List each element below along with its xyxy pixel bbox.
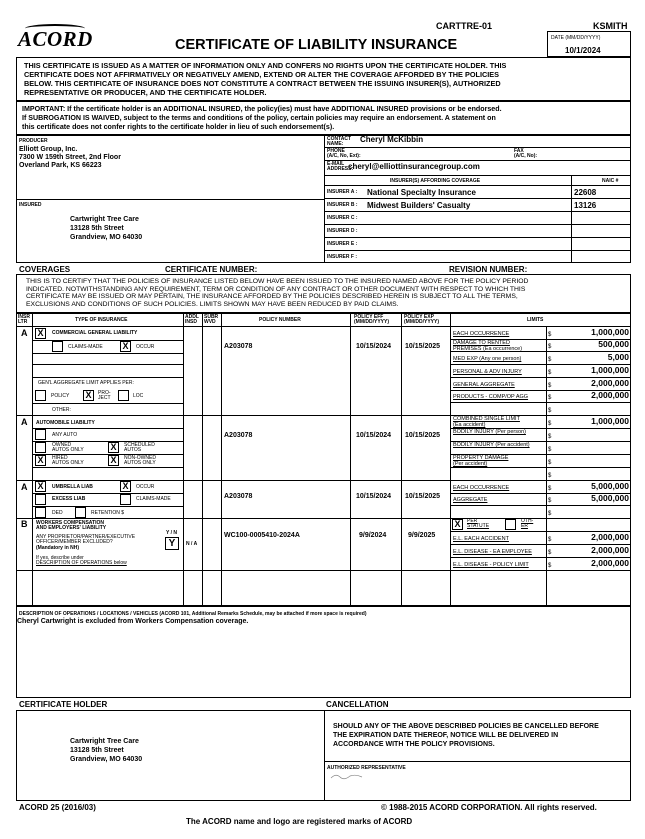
- umbrella-policy-number: A203078: [224, 493, 253, 500]
- insurer-label: INSURER A :: [327, 189, 358, 195]
- umbrella-claims-made-label: CLAIMS-MADE: [136, 496, 171, 502]
- other-label: OTHER:: [52, 407, 71, 413]
- umbrella-insurer-letter: A: [21, 482, 28, 492]
- insurer-row-divider: [324, 211, 631, 212]
- policy-checkbox[interactable]: [35, 390, 46, 401]
- agg-applies-label: GEN'L AGGREGATE LIMIT APPLIES PER:: [38, 380, 134, 386]
- wc-na: N / A: [186, 541, 198, 547]
- limit-value: 2,000,000: [591, 532, 629, 542]
- dollar-sign: $: [548, 434, 552, 440]
- holder-address2: Grandview, MO 64030: [70, 756, 143, 763]
- producer-name: Elliott Group, Inc.: [19, 146, 78, 153]
- signature: [330, 772, 370, 780]
- excess-checkbox[interactable]: [35, 494, 46, 505]
- limit-label: PERSONAL & ADV INJURY: [453, 368, 522, 375]
- policy-label: POLICY: [51, 393, 70, 399]
- cancellation-label: CANCELLATION: [326, 700, 389, 709]
- loc-label: LOC: [133, 393, 144, 399]
- dollar-sign: $: [548, 395, 552, 402]
- oth-er-label: OTH- ER: [521, 518, 534, 529]
- date-label: DATE (MM/DD/YYYY): [551, 35, 601, 41]
- dollar-sign: $: [548, 537, 552, 543]
- auto-policy-number: A203078: [224, 432, 253, 439]
- insured-label: INSURED: [19, 202, 42, 208]
- insurer-row-divider: [324, 237, 631, 238]
- claims-made-checkbox[interactable]: [52, 341, 63, 352]
- holder-name: Cartwright Tree Care: [70, 738, 139, 745]
- limit-value: 2,000,000: [591, 377, 629, 388]
- per-statute-label: PER STATUTE: [467, 518, 490, 529]
- col-type: TYPE OF INSURANCE: [75, 317, 128, 323]
- dollar-sign: $: [548, 407, 552, 414]
- dollar-sign: $: [548, 460, 552, 466]
- insurer-row-divider: [324, 250, 631, 251]
- insurer-label: INSURER C :: [327, 215, 358, 221]
- authorized-rep-label: AUTHORIZED REPRESENTATIVE: [327, 765, 406, 771]
- claims-made-label: CLAIMS-MADE: [68, 344, 103, 350]
- producer-address1: 7300 W 159th Street, 2nd Floor: [19, 154, 121, 161]
- umbrella-checkbox[interactable]: X: [35, 481, 46, 492]
- insurer-label: INSURER E :: [327, 241, 358, 247]
- dollar-sign: $: [548, 421, 552, 427]
- limit-label: PRODUCTS - COMP/OP AGG: [453, 394, 529, 401]
- trademark: The ACORD name and logo are registered marks of ACORD: [186, 817, 413, 826]
- revision-number-label: REVISION NUMBER:: [449, 265, 528, 274]
- cgl-checkbox[interactable]: X: [35, 328, 46, 339]
- insurer-label: INSURER F :: [327, 254, 357, 260]
- contact-name: Cheryl McKibbin: [360, 135, 424, 144]
- insurer-name: National Specialty Insurance: [367, 188, 476, 197]
- form-code: CARTTRE-01: [436, 21, 493, 31]
- limit-label: E.L. EACH ACCIDENT: [453, 536, 509, 542]
- limit-label: GENERAL AGGREGATE: [453, 381, 515, 388]
- umbrella-occur-label: OCCUR: [136, 484, 155, 490]
- limit-value: 2,000,000: [591, 545, 629, 555]
- occur-label: OCCUR: [136, 344, 155, 350]
- dollar-sign: $: [548, 550, 552, 556]
- email-label: E-MAIL ADDRESS:: [327, 161, 354, 172]
- limit-divider: [450, 467, 631, 468]
- certificate-date: 10/1/2024: [565, 46, 601, 55]
- limit-value: 500,000: [598, 339, 629, 350]
- limit-value: 5,000,000: [591, 493, 629, 504]
- limit-label: EACH OCCURRENCE: [453, 484, 510, 491]
- insurer-label: INSURER B :: [327, 202, 358, 208]
- insured-address1: 13128 5th Street: [70, 225, 124, 232]
- certify-text: THIS IS TO CERTIFY THAT THE POLICIES OF INSURANCE LISTED BELOW HAVE BEEN ISSUED TO THE INSURED NAMED ABOVE FOR THE POLICY PERIOD INDICATED. NOTWITHSTANDING ANY REQUIREMENT, TERM OR CONDITION OF ANY CONTRACT OR OTHER DOCUMENT WITH RESPECT TO WHICH THIS CERTIFICATE MAY BE ISSUED OR MAY PERTAIN, THE INSURANCE AFFORDED BY THE POLICIES DESCRIBED HEREIN IS SUBJECT TO ALL THE TERMS, EXCLUSIONS AND CONDITIONS OF SUCH POLICIES. LIMITS SHOWN MAY HAVE BEEN REDUCED BY PAID CLAIMS.: [26, 278, 529, 308]
- limit-label: EACH OCCURRENCE: [453, 330, 510, 337]
- hired-autos-checkbox[interactable]: X: [35, 455, 46, 466]
- col-limits: LIMITS: [527, 317, 544, 323]
- limit-value: 1,000,000: [591, 326, 629, 337]
- col-addl: ADDL INSD: [185, 314, 199, 325]
- dollar-sign: $: [548, 511, 552, 518]
- oth-er-checkbox[interactable]: [505, 519, 516, 530]
- auto-exp-date: 10/15/2025: [405, 432, 441, 439]
- notice-text: THIS CERTIFICATE IS ISSUED AS A MATTER OF INFORMATION ONLY AND CONFERS NO RIGHTS UPON THE CERTIFICATE HOLDER. THIS CERTIFICATE DOES NOT AFFIRMATIVELY OR NEGATIVELY AMEND, EXTEND OR ALTER THE COVERAGE AFFORDED BY THE POLICIES BELOW. THIS CERTIFICATE OF INSURANCE DOES NOT CONSTITUTE A CONTRACT BETWEEN THE ISSUING INSURER(S), AUTHORIZED REPRESENTATIVE OR PRODUCER, AND THE CERTIFICATE HOLDER.: [24, 61, 507, 97]
- umbrella-occur-checkbox[interactable]: X: [120, 481, 131, 492]
- limit-value: 2,000,000: [591, 390, 629, 401]
- cancellation-text: SHOULD ANY OF THE ABOVE DESCRIBED POLICIES BE CANCELLED BEFORE THE EXPIRATION DATE THEREOF, NOTICE WILL BE DELIVERED IN ACCORDANCE WITH THE POLICY PROVISIONS.: [333, 723, 599, 748]
- umbrella-exp-date: 10/15/2025: [405, 493, 441, 500]
- excess-label: EXCESS LIAB: [52, 496, 86, 502]
- insured-address2: Grandview, MO 64030: [70, 234, 143, 241]
- limit-value: 1,000,000: [591, 364, 629, 375]
- scheduled-autos-label: SCHEDULED AUTOS: [124, 442, 155, 453]
- col-subr: SUBR WVD: [204, 314, 219, 325]
- wc-yn-label: Y / N: [166, 530, 178, 536]
- limit-label: DAMAGE TO RENTED PREMISES (Ea occurrence): [453, 339, 523, 352]
- logo-arc: [25, 24, 85, 33]
- holder-label: CERTIFICATE HOLDER: [19, 700, 108, 709]
- limit-value: 1,000,000: [591, 416, 629, 426]
- wc-describe-note: If yes, describe under DESCRIPTION OF OPERATIONS below: [36, 555, 127, 566]
- retention-checkbox[interactable]: [75, 507, 86, 518]
- ded-checkbox[interactable]: [35, 507, 46, 518]
- any-auto-checkbox[interactable]: [35, 429, 46, 440]
- insurer-naic: 22608: [574, 188, 597, 197]
- dollar-sign: $: [548, 485, 552, 492]
- insurer-naic: 13126: [574, 201, 597, 210]
- limit-label: E.L. DISEASE - POLICY LIMIT: [453, 562, 529, 568]
- wc-policy-number: WC100-0005410-2024A: [224, 532, 300, 539]
- description-label: DESCRIPTION OF OPERATIONS / LOCATIONS / VEHICLES (ACORD 101, Additional Remarks Schedule, may be attached if more space is required): [19, 611, 367, 617]
- limit-label: BODILY INJURY (Per accident): [453, 442, 530, 448]
- auto-insurer-letter: A: [21, 417, 28, 427]
- owned-autos-label: OWNED AUTOS ONLY: [52, 442, 84, 453]
- dollar-sign: $: [548, 331, 552, 338]
- col-insr-ltr: INSR LTR: [18, 314, 30, 325]
- limit-divider: [450, 505, 631, 506]
- limit-value: 2,000,000: [591, 558, 629, 568]
- gl-insurer-letter: A: [21, 328, 28, 338]
- occur-checkbox[interactable]: X: [120, 341, 131, 352]
- loc-checkbox[interactable]: [118, 390, 129, 401]
- auto-label: AUTOMOBILE LIABILITY: [36, 420, 95, 426]
- wc-exp-date: 9/9/2025: [408, 532, 436, 539]
- page-title: CERTIFICATE OF LIABILITY INSURANCE: [175, 37, 458, 53]
- hired-autos-label: HIRED AUTOS ONLY: [52, 455, 84, 466]
- gl-eff-date: 10/15/2024: [356, 343, 392, 350]
- umbrella-label: UMBRELLA LIAB: [52, 484, 93, 490]
- holder-address1: 13128 5th Street: [70, 747, 124, 754]
- limit-label: PROPERTY DAMAGE (Per accident): [453, 455, 509, 467]
- limit-divider: [450, 402, 631, 403]
- dollar-sign: $: [548, 563, 552, 569]
- user-code: KSMITH: [593, 21, 628, 31]
- limit-value: 5,000,000: [591, 480, 629, 491]
- wc-excluded-answer[interactable]: Y: [165, 537, 179, 550]
- per-statute-checkbox[interactable]: X: [452, 519, 463, 530]
- wc-label: WORKERS COMPENSATION AND EMPLOYERS' LIABILITY: [36, 520, 107, 531]
- scheduled-autos-checkbox[interactable]: X: [108, 442, 119, 453]
- form-number: ACORD 25 (2016/03): [19, 803, 96, 812]
- limit-label: BODILY INJURY (Per person): [453, 429, 526, 435]
- auto-eff-date: 10/15/2024: [356, 432, 392, 439]
- gl-policy-number: A203078: [224, 343, 253, 350]
- dollar-sign: $: [548, 382, 552, 389]
- gl-exp-date: 10/15/2025: [405, 343, 441, 350]
- producer-address2: Overland Park, KS 66223: [19, 162, 102, 169]
- limit-label: COMBINED SINGLE LIMIT (Ea accident): [453, 416, 520, 428]
- limit-label: AGGREGATE: [453, 497, 488, 504]
- cgl-label: COMMERCIAL GENERAL LIABILITY: [52, 330, 138, 336]
- fax-label: FAX (A/C, No):: [514, 148, 538, 159]
- important-text: IMPORTANT: If the certificate holder is an ADDITIONAL INSURED, the policy(ies) must have ADDITIONAL INSURED provisions or be endorsed. If SUBROGATION IS WAIVED, subject to the terms and conditions of the policy, certain policies may require an endorsement. A statement on this certificate does not confer rights to the certificate holder in lieu of such endorsement(s).: [22, 105, 502, 131]
- retention-label: RETENTION $: [91, 510, 125, 516]
- umbrella-claims-made-checkbox[interactable]: [120, 494, 131, 505]
- limit-label: MED EXP (Any one person): [453, 356, 522, 363]
- project-checkbox[interactable]: X: [83, 390, 94, 401]
- wc-eff-date: 9/9/2024: [359, 532, 387, 539]
- owned-autos-checkbox[interactable]: [35, 442, 46, 453]
- dollar-sign: $: [548, 473, 552, 479]
- producer-label: PRODUCER: [19, 138, 48, 144]
- certificate-number-label: CERTIFICATE NUMBER:: [165, 265, 258, 274]
- nonowned-autos-checkbox[interactable]: X: [108, 455, 119, 466]
- wc-insurer-letter: B: [21, 519, 28, 529]
- contact-name-label: CONTACT NAME:: [327, 136, 352, 147]
- col-exp: POLICY EXP (MM/DD/YYYY): [404, 314, 439, 325]
- dollar-sign: $: [548, 498, 552, 505]
- ded-label: DED: [52, 510, 63, 516]
- limit-value: 5,000: [607, 352, 629, 363]
- dollar-sign: $: [548, 357, 552, 364]
- umbrella-eff-date: 10/15/2024: [356, 493, 392, 500]
- insurer-label: INSURER D :: [327, 228, 358, 234]
- insurer-row-divider: [324, 224, 631, 225]
- nonowned-autos-label: NON-OWNED AUTOS ONLY: [124, 455, 156, 466]
- wc-excluded-question: ANY PROPRIETOR/PARTNER/EXECUTIVE OFFICER/MEMBER EXCLUDED?: [36, 534, 136, 545]
- acord-logo: ACORD: [18, 27, 93, 51]
- insured-name: Cartwright Tree Care: [70, 216, 139, 223]
- insurers-header: INSURER(S) AFFORDING COVERAGE: [390, 178, 481, 184]
- col-policy-number: POLICY NUMBER: [259, 317, 301, 323]
- phone-label: PHONE (A/C, No, Ext):: [327, 148, 361, 159]
- insurer-name: Midwest Builders' Casualty: [367, 201, 471, 210]
- dollar-sign: $: [548, 369, 552, 376]
- insurer-row-divider: [324, 198, 631, 199]
- description-text: Cheryl Cartwright is excluded from Workers Compensation coverage.: [17, 618, 249, 625]
- any-auto-label: ANY AUTO: [52, 432, 78, 438]
- coverages-label: COVERAGES: [19, 265, 71, 274]
- project-label: PRO- JECT: [98, 390, 111, 401]
- dollar-sign: $: [548, 344, 552, 351]
- wc-mandatory: (Mandatory in NH): [36, 545, 80, 551]
- dollar-sign: $: [548, 447, 552, 453]
- naic-header: NAIC #: [602, 178, 619, 184]
- col-eff: POLICY EFF (MM/DD/YYYY): [354, 314, 389, 325]
- copyright: © 1988-2015 ACORD CORPORATION. All rights reserved.: [381, 803, 597, 812]
- limit-label: E.L. DISEASE - EA EMPLOYEE: [453, 549, 532, 555]
- contact-email: cheryl@elliottinsurancegroup.com: [348, 162, 480, 171]
